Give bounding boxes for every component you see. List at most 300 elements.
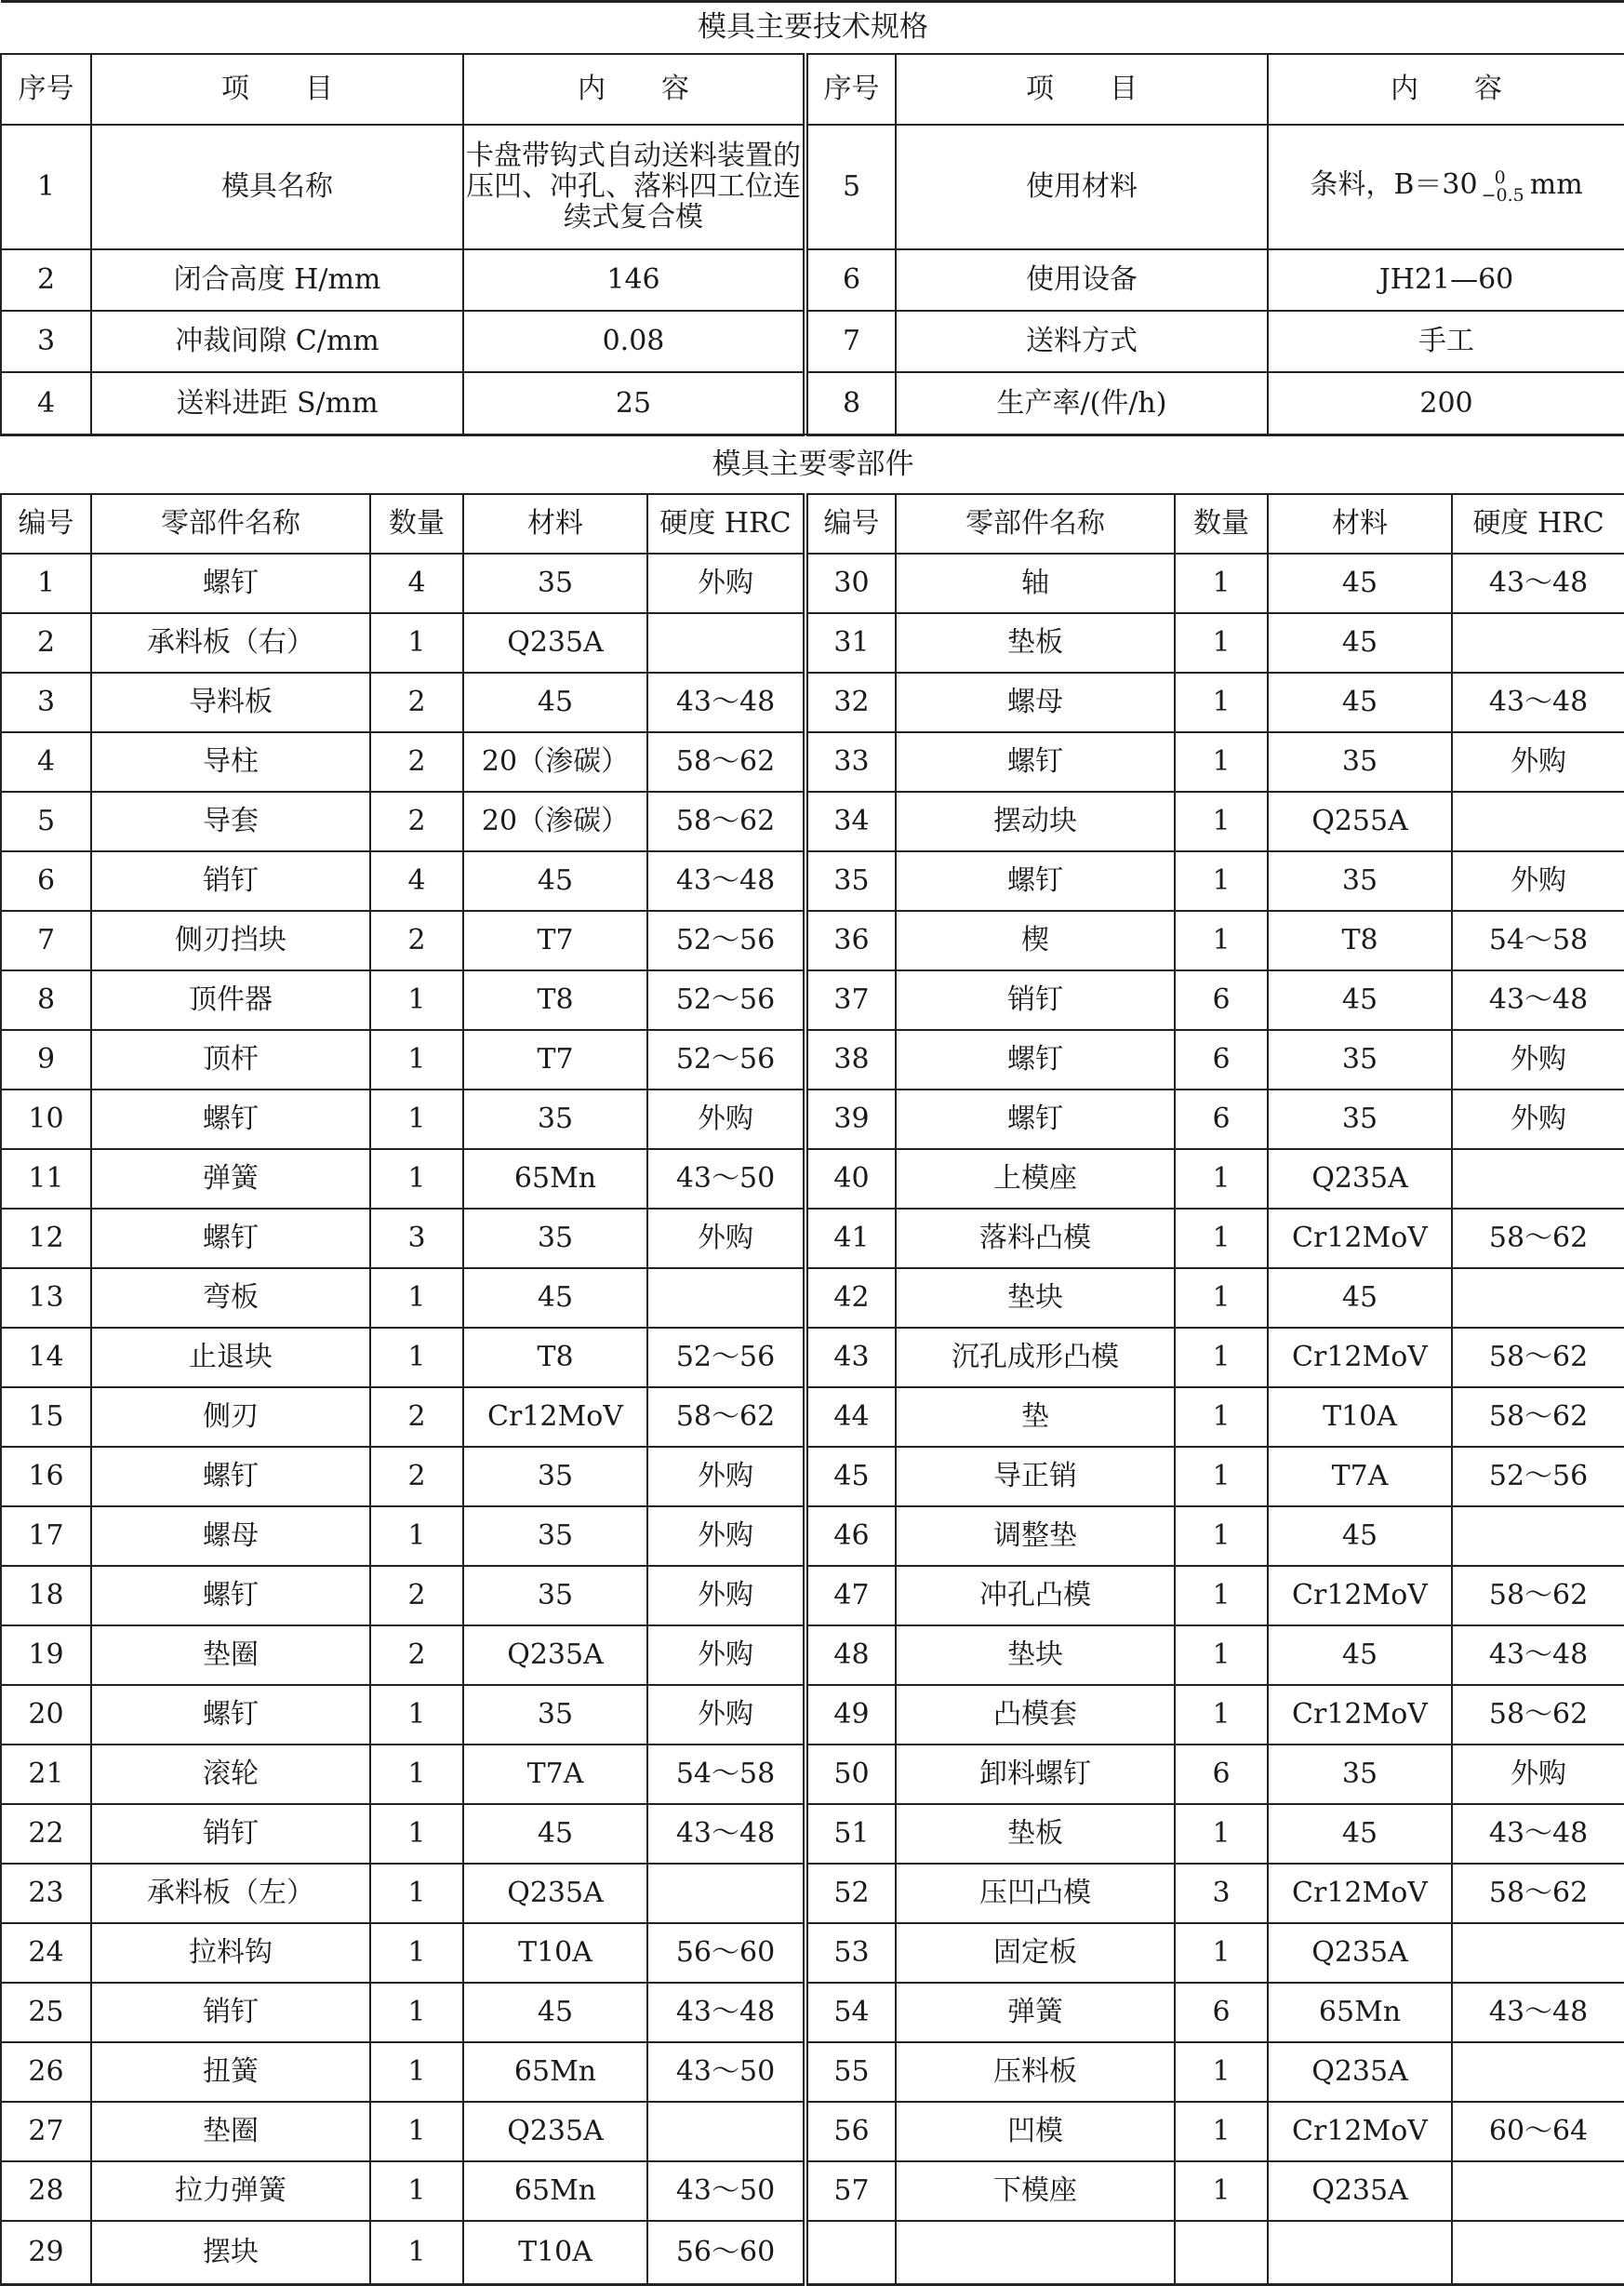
part-hardness xyxy=(1452,2221,1624,2284)
spec-no: 7 xyxy=(805,311,896,372)
part-material: Q235A xyxy=(463,1625,647,1685)
part-hardness xyxy=(1452,613,1624,673)
part-no: 37 xyxy=(805,970,896,1030)
part-material: Cr12MoV xyxy=(463,1387,647,1447)
part-name: 顶杆 xyxy=(91,1030,370,1090)
part-qty: 2 xyxy=(370,792,463,851)
part-hardness: 外购 xyxy=(1452,732,1624,792)
part-hardness: 58～62 xyxy=(647,732,805,792)
part-no: 51 xyxy=(805,1804,896,1864)
part-qty: 1 xyxy=(370,1328,463,1387)
part-hardness: 外购 xyxy=(647,554,805,613)
part-hardness: 外购 xyxy=(647,1447,805,1506)
part-no: 5 xyxy=(1,792,91,851)
part-name: 滚轮 xyxy=(91,1745,370,1804)
parts-row xyxy=(1,2161,1624,2221)
part-material: 35 xyxy=(463,1685,647,1745)
part-no: 18 xyxy=(1,1566,91,1625)
part-material: Q255A xyxy=(1268,792,1452,851)
part-hardness: 43～48 xyxy=(647,851,805,911)
part-qty: 1 xyxy=(1175,613,1268,673)
parts-row xyxy=(1,1923,1624,1983)
parts-table xyxy=(0,434,1624,2286)
part-material: 45 xyxy=(1268,1506,1452,1566)
part-material: T7 xyxy=(463,1030,647,1090)
part-material: Cr12MoV xyxy=(1268,1209,1452,1268)
part-hardness: 外购 xyxy=(647,1506,805,1566)
part-material: Cr12MoV xyxy=(1268,1685,1452,1745)
part-material: 45 xyxy=(463,1804,647,1864)
part-name: 螺钉 xyxy=(91,1685,370,1745)
parts-row xyxy=(1,2221,1624,2284)
part-qty: 1 xyxy=(1175,2102,1268,2161)
part-qty: 1 xyxy=(370,1923,463,1983)
part-no: 27 xyxy=(1,2102,91,2161)
part-qty: 1 xyxy=(370,613,463,673)
part-name: 螺钉 xyxy=(91,554,370,613)
part-no: 23 xyxy=(1,1864,91,1923)
part-hardness: 52～56 xyxy=(647,1328,805,1387)
part-hardness xyxy=(1452,1149,1624,1209)
spec-item: 使用设备 xyxy=(896,249,1268,311)
part-hardness: 52～56 xyxy=(647,1030,805,1090)
part-no: 45 xyxy=(805,1447,896,1506)
parts-row xyxy=(1,554,1624,613)
parts-row xyxy=(1,1149,1624,1209)
part-hardness: 外购 xyxy=(647,1566,805,1625)
part-hardness: 外购 xyxy=(647,1090,805,1149)
spec-table xyxy=(0,0,1624,436)
part-name: 凸模套 xyxy=(896,1685,1175,1745)
tolerance-lower: −0.5 xyxy=(1481,184,1524,206)
part-no: 3 xyxy=(1,673,91,732)
parts-row xyxy=(1,1387,1624,1447)
part-name: 下模座 xyxy=(896,2161,1175,2221)
part-hardness: 58～62 xyxy=(1452,1387,1624,1447)
part-material: 45 xyxy=(463,1983,647,2042)
part-hardness: 43～48 xyxy=(647,1983,805,2042)
part-hardness: 58～62 xyxy=(1452,1864,1624,1923)
part-material: 65Mn xyxy=(463,1149,647,1209)
parts-row xyxy=(1,1685,1624,1745)
part-no: 28 xyxy=(1,2161,91,2221)
part-no: 6 xyxy=(1,851,91,911)
part-qty: 1 xyxy=(1175,911,1268,970)
parts-row xyxy=(1,1804,1624,1864)
part-hardness: 43～48 xyxy=(1452,1804,1624,1864)
part-no: 46 xyxy=(805,1506,896,1566)
spec-row xyxy=(1,372,1624,435)
part-name: 扭簧 xyxy=(91,2042,370,2102)
part-no: 41 xyxy=(805,1209,896,1268)
part-hardness: 43～48 xyxy=(1452,1625,1624,1685)
part-no: 14 xyxy=(1,1328,91,1387)
part-hardness xyxy=(647,1268,805,1328)
part-material xyxy=(1268,2221,1452,2284)
part-qty: 1 xyxy=(1175,1566,1268,1625)
spec-header-item: 项 目 xyxy=(91,54,463,125)
part-name: 弹簧 xyxy=(91,1149,370,1209)
part-hardness: 外购 xyxy=(1452,851,1624,911)
part-name: 压料板 xyxy=(896,2042,1175,2102)
part-no: 32 xyxy=(805,673,896,732)
part-hardness: 58～62 xyxy=(1452,1685,1624,1745)
part-material: 35 xyxy=(1268,1030,1452,1090)
parts-header-material: 材料 xyxy=(1268,494,1452,554)
part-hardness: 58～62 xyxy=(1452,1209,1624,1268)
part-name: 冲孔凸模 xyxy=(896,1566,1175,1625)
part-qty: 1 xyxy=(1175,1685,1268,1745)
part-material: 35 xyxy=(1268,851,1452,911)
part-qty: 3 xyxy=(370,1209,463,1268)
spec-item: 模具名称 xyxy=(91,125,463,249)
part-material: Q235A xyxy=(1268,2161,1452,2221)
part-hardness xyxy=(647,1864,805,1923)
part-material: 45 xyxy=(463,673,647,732)
part-material: T8 xyxy=(463,970,647,1030)
parts-row xyxy=(1,792,1624,851)
part-name: 销钉 xyxy=(896,970,1175,1030)
parts-row xyxy=(1,2042,1624,2102)
part-qty: 4 xyxy=(370,851,463,911)
part-no: 9 xyxy=(1,1030,91,1090)
part-qty: 1 xyxy=(1175,1804,1268,1864)
material-spec-prefix: 条料，B＝30 xyxy=(1310,168,1478,202)
spec-item: 闭合高度 H/mm xyxy=(91,249,463,311)
part-hardness: 43～50 xyxy=(647,1149,805,1209)
part-name: 垫圈 xyxy=(91,2102,370,2161)
part-material: 45 xyxy=(1268,1268,1452,1328)
part-name: 调整垫 xyxy=(896,1506,1175,1566)
part-name: 螺母 xyxy=(91,1506,370,1566)
part-qty: 2 xyxy=(370,1447,463,1506)
part-material: 45 xyxy=(1268,554,1452,613)
part-name: 螺母 xyxy=(896,673,1175,732)
spec-no: 3 xyxy=(1,311,91,372)
spec-no: 1 xyxy=(1,125,91,249)
part-material: 20（渗碳） xyxy=(463,792,647,851)
part-name: 销钉 xyxy=(91,1983,370,2042)
part-no: 4 xyxy=(1,732,91,792)
part-qty: 1 xyxy=(370,1090,463,1149)
part-material: T7A xyxy=(463,1745,647,1804)
part-no: 31 xyxy=(805,613,896,673)
part-qty: 2 xyxy=(370,1566,463,1625)
spec-row xyxy=(1,125,1624,249)
spec-row xyxy=(1,311,1624,372)
part-name: 楔 xyxy=(896,911,1175,970)
part-no: 16 xyxy=(1,1447,91,1506)
part-material: 35 xyxy=(463,1566,647,1625)
part-material: Cr12MoV xyxy=(1268,2102,1452,2161)
part-hardness: 58～62 xyxy=(1452,1328,1624,1387)
part-name: 摆块 xyxy=(91,2221,370,2284)
spec-caption: 模具主要技术规格 xyxy=(1,2,1624,54)
part-name: 上模座 xyxy=(896,1149,1175,1209)
part-hardness: 43～48 xyxy=(1452,1983,1624,2042)
part-material: 35 xyxy=(1268,732,1452,792)
parts-row xyxy=(1,1268,1624,1328)
part-name xyxy=(896,2221,1175,2284)
part-name: 沉孔成形凸模 xyxy=(896,1328,1175,1387)
part-material: 35 xyxy=(463,1209,647,1268)
part-hardness xyxy=(1452,1268,1624,1328)
spec-item: 送料进距 S/mm xyxy=(91,372,463,435)
spec-content: 0.08 xyxy=(463,311,805,372)
part-material: Q235A xyxy=(1268,1923,1452,1983)
spec-header-item: 项 目 xyxy=(896,54,1268,125)
part-name: 止退块 xyxy=(91,1328,370,1387)
part-qty: 1 xyxy=(1175,673,1268,732)
part-qty: 1 xyxy=(1175,1506,1268,1566)
part-material: 45 xyxy=(1268,1804,1452,1864)
part-material: Cr12MoV xyxy=(1268,1328,1452,1387)
parts-header-qty: 数量 xyxy=(1175,494,1268,554)
part-material: T10A xyxy=(463,1923,647,1983)
part-hardness: 外购 xyxy=(1452,1090,1624,1149)
part-qty: 1 xyxy=(1175,792,1268,851)
part-name: 凹模 xyxy=(896,2102,1175,2161)
part-qty: 1 xyxy=(1175,1923,1268,1983)
part-no: 43 xyxy=(805,1328,896,1387)
part-no: 13 xyxy=(1,1268,91,1328)
part-hardness: 43～48 xyxy=(1452,970,1624,1030)
parts-row xyxy=(1,613,1624,673)
part-qty: 1 xyxy=(1175,1625,1268,1685)
part-name: 导正销 xyxy=(896,1447,1175,1506)
part-hardness: 外购 xyxy=(1452,1745,1624,1804)
part-qty: 3 xyxy=(1175,1864,1268,1923)
part-qty: 2 xyxy=(370,1625,463,1685)
part-name: 拉力弹簧 xyxy=(91,2161,370,2221)
part-material: 20（渗碳） xyxy=(463,732,647,792)
part-qty xyxy=(1175,2221,1268,2284)
part-hardness: 43～48 xyxy=(647,1804,805,1864)
part-no: 54 xyxy=(805,1983,896,2042)
part-no: 53 xyxy=(805,1923,896,1983)
part-no: 19 xyxy=(1,1625,91,1685)
part-qty: 1 xyxy=(1175,1328,1268,1387)
part-qty: 1 xyxy=(370,1030,463,1090)
part-hardness xyxy=(647,2102,805,2161)
part-name: 螺钉 xyxy=(896,1030,1175,1090)
spec-content: 手工 xyxy=(1268,311,1624,372)
material-spec-unit: mm xyxy=(1529,168,1583,202)
part-no: 17 xyxy=(1,1506,91,1566)
parts-row xyxy=(1,1983,1624,2042)
part-name: 螺钉 xyxy=(91,1209,370,1268)
part-qty: 1 xyxy=(1175,1268,1268,1328)
part-material: 45 xyxy=(1268,613,1452,673)
part-hardness: 52～56 xyxy=(647,970,805,1030)
part-no: 21 xyxy=(1,1745,91,1804)
part-name: 垫 xyxy=(896,1387,1175,1447)
spec-row xyxy=(1,249,1624,311)
part-name: 压凹凸模 xyxy=(896,1864,1175,1923)
part-material: 35 xyxy=(463,554,647,613)
part-material: 65Mn xyxy=(1268,1983,1452,2042)
part-material: 65Mn xyxy=(463,2042,647,2102)
parts-row xyxy=(1,1030,1624,1090)
part-qty: 1 xyxy=(370,970,463,1030)
part-name: 侧刃挡块 xyxy=(91,911,370,970)
part-name: 卸料螺钉 xyxy=(896,1745,1175,1804)
part-qty: 6 xyxy=(1175,1030,1268,1090)
part-name: 弯板 xyxy=(91,1268,370,1328)
part-qty: 1 xyxy=(370,2102,463,2161)
part-hardness xyxy=(1452,2042,1624,2102)
part-hardness: 43～50 xyxy=(647,2042,805,2102)
part-no: 26 xyxy=(1,2042,91,2102)
part-name: 承料板（右） xyxy=(91,613,370,673)
parts-row xyxy=(1,673,1624,732)
part-hardness: 43～48 xyxy=(1452,673,1624,732)
part-hardness: 外购 xyxy=(647,1625,805,1685)
parts-header-qty: 数量 xyxy=(370,494,463,554)
part-material: T7A xyxy=(1268,1447,1452,1506)
part-material: 45 xyxy=(1268,1625,1452,1685)
parts-header-name: 零部件名称 xyxy=(896,494,1175,554)
part-qty: 6 xyxy=(1175,1090,1268,1149)
part-hardness: 外购 xyxy=(647,1209,805,1268)
part-name: 螺钉 xyxy=(896,1090,1175,1149)
part-no: 12 xyxy=(1,1209,91,1268)
spec-content: 200 xyxy=(1268,372,1624,435)
part-no: 56 xyxy=(805,2102,896,2161)
spec-item: 冲裁间隙 C/mm xyxy=(91,311,463,372)
part-no: 35 xyxy=(805,851,896,911)
part-material: 35 xyxy=(1268,1745,1452,1804)
part-qty: 1 xyxy=(370,1983,463,2042)
part-no: 52 xyxy=(805,1864,896,1923)
spec-no: 8 xyxy=(805,372,896,435)
part-qty: 1 xyxy=(1175,1209,1268,1268)
part-material: Q235A xyxy=(463,2102,647,2161)
tolerance xyxy=(1481,167,1524,206)
part-name: 销钉 xyxy=(91,1804,370,1864)
spec-no: 4 xyxy=(1,372,91,435)
parts-row xyxy=(1,1625,1624,1685)
part-name: 导柱 xyxy=(91,732,370,792)
part-qty: 1 xyxy=(1175,732,1268,792)
tolerance-upper: 0 xyxy=(1494,167,1506,189)
part-hardness: 52～56 xyxy=(1452,1447,1624,1506)
spec-header-content: 内 容 xyxy=(463,54,805,125)
spec-no: 6 xyxy=(805,249,896,311)
part-hardness: 58～62 xyxy=(647,1387,805,1447)
part-qty: 2 xyxy=(370,732,463,792)
part-name: 导套 xyxy=(91,792,370,851)
part-no: 57 xyxy=(805,2161,896,2221)
part-no: 50 xyxy=(805,1745,896,1804)
part-qty: 1 xyxy=(370,1804,463,1864)
part-material: 35 xyxy=(463,1447,647,1506)
part-qty: 1 xyxy=(1175,2042,1268,2102)
part-name: 垫块 xyxy=(896,1625,1175,1685)
part-no: 49 xyxy=(805,1685,896,1745)
part-hardness: 外购 xyxy=(1452,1030,1624,1090)
part-hardness: 43～48 xyxy=(1452,554,1624,613)
part-qty: 6 xyxy=(1175,1745,1268,1804)
part-no: 20 xyxy=(1,1685,91,1745)
part-no: 55 xyxy=(805,2042,896,2102)
part-qty: 1 xyxy=(370,2042,463,2102)
part-no: 29 xyxy=(1,2221,91,2284)
spec-no: 5 xyxy=(805,125,896,249)
parts-row xyxy=(1,1209,1624,1268)
part-no: 44 xyxy=(805,1387,896,1447)
part-name: 螺钉 xyxy=(91,1090,370,1149)
part-no: 33 xyxy=(805,732,896,792)
part-no: 40 xyxy=(805,1149,896,1209)
spec-content: JH21—60 xyxy=(1268,249,1624,311)
part-name: 垫圈 xyxy=(91,1625,370,1685)
part-no: 36 xyxy=(805,911,896,970)
parts-row xyxy=(1,1864,1624,1923)
part-name: 垫块 xyxy=(896,1268,1175,1328)
part-material: Q235A xyxy=(1268,2042,1452,2102)
die-name: 卡盘带钩式自动送料装置的压凹、冲孔、落料四工位连续式复合模 xyxy=(463,125,805,249)
part-qty: 1 xyxy=(1175,1387,1268,1447)
part-qty: 1 xyxy=(1175,1149,1268,1209)
part-material: T8 xyxy=(463,1328,647,1387)
part-name: 侧刃 xyxy=(91,1387,370,1447)
parts-row xyxy=(1,1566,1624,1625)
part-qty: 1 xyxy=(1175,1447,1268,1506)
parts-header-row xyxy=(1,494,1624,554)
parts-header-no: 编号 xyxy=(1,494,91,554)
part-name: 弹簧 xyxy=(896,1983,1175,2042)
part-name: 螺钉 xyxy=(91,1447,370,1506)
part-no: 15 xyxy=(1,1387,91,1447)
part-material: 35 xyxy=(1268,1090,1452,1149)
parts-row xyxy=(1,1745,1624,1804)
part-no: 10 xyxy=(1,1090,91,1149)
part-name: 垫板 xyxy=(896,613,1175,673)
part-qty: 1 xyxy=(1175,554,1268,613)
part-name: 落料凸模 xyxy=(896,1209,1175,1268)
part-hardness: 43～48 xyxy=(647,673,805,732)
spec-header-seq: 序号 xyxy=(805,54,896,125)
part-material: 35 xyxy=(463,1090,647,1149)
spec-no: 2 xyxy=(1,249,91,311)
part-name: 摆动块 xyxy=(896,792,1175,851)
parts-header-name: 零部件名称 xyxy=(91,494,370,554)
part-material: 65Mn xyxy=(463,2161,647,2221)
part-qty: 4 xyxy=(370,554,463,613)
parts-header-hardness: 硬度 HRC xyxy=(647,494,805,554)
part-no: 47 xyxy=(805,1566,896,1625)
part-qty: 1 xyxy=(370,1864,463,1923)
part-qty: 1 xyxy=(370,2221,463,2284)
part-name: 螺钉 xyxy=(896,851,1175,911)
part-material: Q235A xyxy=(1268,1149,1452,1209)
part-no: 22 xyxy=(1,1804,91,1864)
parts-row xyxy=(1,732,1624,792)
part-no: 48 xyxy=(805,1625,896,1685)
part-qty: 2 xyxy=(370,1387,463,1447)
part-hardness xyxy=(1452,1506,1624,1566)
part-material: 45 xyxy=(1268,970,1452,1030)
part-material: 45 xyxy=(463,851,647,911)
part-hardness: 56～60 xyxy=(647,1923,805,1983)
part-name: 拉料钩 xyxy=(91,1923,370,1983)
part-hardness: 43～50 xyxy=(647,2161,805,2221)
part-material: T10A xyxy=(463,2221,647,2284)
part-qty: 2 xyxy=(370,673,463,732)
part-name: 固定板 xyxy=(896,1923,1175,1983)
part-hardness: 54～58 xyxy=(647,1745,805,1804)
